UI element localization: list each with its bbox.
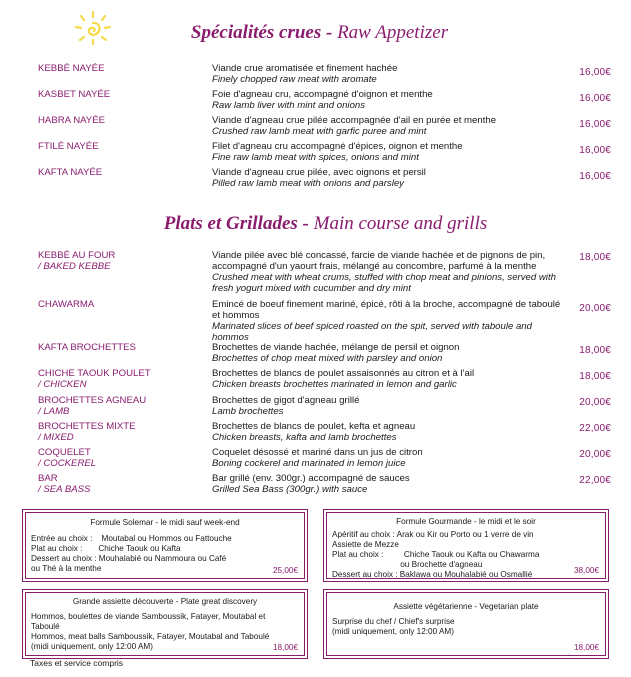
item-price: 16,00€ [579,145,611,156]
item-desc-fr: Viande d'agneau crue pilée accompagnée d'ail en purée et menthe [212,115,497,126]
box-line: Plat au choix : Chiche Taouk ou Kafta [31,544,181,553]
item-description [212,299,567,343]
item-price: 20,00€ [579,449,611,460]
assiette-vegetarienne-box [326,592,606,656]
item-desc-fr: Viande pilée avec blé concassé, farcie de viande hachée et de pignons de pin, accompagné d'un yaourt frais, mélangé au concombre, parfumé à la menthe [212,250,546,272]
taxes-note: Taxes et service compris [30,658,124,668]
item-desc-en: Raw lamb liver with mint and onions [212,100,366,111]
formule-solemar-box [25,512,305,579]
item-description [212,141,567,163]
box-line: ou Brochette d'agneau [332,560,483,569]
box-price: 18,00€ [573,643,599,652]
box-line: Apéritif au choix : Arak ou Kir ou Porto ou 1 verre de vin [332,530,534,539]
item-desc-fr: Filet d'agneau cru accompagné d'épices, oignon et menthe [212,141,463,152]
item-name-en: / LAMB [38,406,70,417]
item-desc-fr: Viande d'agneau crue pilée, avec oignons et persil [212,167,426,178]
item-desc-en: Brochettes of chop meat mixed with parsley and onion [212,353,443,364]
item-description [212,167,567,189]
item-desc-fr: Brochettes de blancs de poulet, kefta et agneau [212,421,416,432]
item-desc-en: Crushed raw lamb meat with garfic puree and mint [212,126,427,137]
box-line: Dessert au choix : Mouhalabié ou Nammoura ou Café [31,554,227,563]
item-desc-en: Lamb brochettes [212,406,284,417]
item-desc-en: Chicken breasts, kafta and lamb brochettes [212,432,397,443]
item-price: 20,00€ [579,397,611,408]
item-name-fr: CHAWARMA [38,299,95,310]
item-description [212,115,567,137]
item-description [212,421,567,443]
box-line: ou Thé à la menthe [31,564,102,573]
box-price: 38,00€ [573,566,599,575]
item-name-fr: CHICHE TAOUK POULET [38,368,151,379]
item-desc-fr: Coquelet désossé et mariné dans un jus de citron [212,447,423,458]
box-line: Plat au choix : Chiche Taouk ou Kafta ou Chawarma [332,550,540,559]
item-description [212,473,567,495]
main-title-sep: - [297,213,314,234]
item-name: HABRA NAYÉE [38,115,106,126]
box-line: Entrée au choix : Moutabal ou Hommos ou Fattouche [31,534,232,543]
item-name-en: / MIXED [38,432,74,443]
item-name [38,368,203,390]
main-section-title [0,213,631,235]
box-title: Assiette végétarienne - Vegetarian plate [393,602,539,611]
item-name: KAFTA NAYÉE [38,167,103,178]
assiette-decouverte-box [25,592,305,656]
item-name [38,447,203,469]
item-desc-fr: Viande crue aromatisée et finement hachée [212,63,398,74]
item-desc-en: Finely chopped raw meat with aromate [212,74,377,85]
item-description [212,368,567,390]
raw-title-en: Raw Appetizer [337,22,449,43]
box-price: 25,00€ [272,566,298,575]
item-name-fr: COQUELET [38,447,91,458]
item-desc-en: Pilled raw lamb meat with onions and parsley [212,178,404,189]
item-name [38,395,203,417]
item-name-en: / SEA BASS [38,484,91,495]
raw-section-title [0,22,631,44]
item-name-fr: BROCHETTES MIXTE [38,421,136,432]
item-description [212,250,567,294]
item-name: KEBBÉ NAYÉE [38,63,105,74]
item-name-en: / CHICKEN [38,379,87,390]
box-line: Assiette de Mezze [332,540,399,549]
item-desc-en: Fine raw lamb meat with spices, onions and mint [212,152,419,163]
box-line: Dessert au choix : Baklawa ou Mouhalabié ou Osmallié [332,570,533,579]
box-title: Formule Solemar - le midi sauf week-end [90,518,240,527]
item-name-fr: KEBBÉ AU FOUR [38,250,116,261]
item-name [38,473,203,495]
item-desc-en: Crushed meat with wheat crums, stuffed with chop meat and pinions, served with fresh yogurt mixed with cucumber and dry mint [212,272,556,294]
item-name-fr: BAR [38,473,58,484]
item-desc-fr: Brochettes de gigot d'agneau grillé [212,395,360,406]
box-line: (midi uniquement, only 12:00 AM) [332,627,454,636]
item-desc-fr: Emincé de boeuf finement mariné, épicé, rôti à la broche, accompagné de taboulé et hommos [212,299,561,321]
item-price: 16,00€ [579,119,611,130]
item-price: 16,00€ [579,93,611,104]
item-price: 18,00€ [579,252,611,263]
item-name-fr: KAFTA BROCHETTES [38,342,136,353]
main-title-fr: Plats et Grillades [163,213,298,234]
item-name: KASBET NAYÉE [38,89,111,100]
item-price: 16,00€ [579,67,611,78]
item-name-fr: BROCHETTES AGNEAU [38,395,147,406]
box-title: Grande assiette découverte - Plate great discovery [72,597,258,606]
item-desc-en: Boning cockerel and marinated in lemon juice [212,458,406,469]
item-name: FTILÉ NAYÉE [38,141,99,152]
box-line: (midi uniquement, only 12:00 AM) [31,642,153,651]
formule-gourmande-box [326,512,606,579]
item-desc-en: Chicken breasts brochettes marinated in lemon and garlic [212,379,457,390]
item-name-en: / COCKEREL [38,458,97,469]
box-line: Hommos, meat balls Samboussik, Fatayer, Moutabal and Taboulé [31,632,270,641]
item-desc-fr: Foie d'agneau cru, accompagné d'oignon et menthe [212,89,433,100]
item-price: 22,00€ [579,423,611,434]
item-name [38,299,203,310]
item-name-en: / BAKED KEBBE [38,261,111,272]
item-price: 20,00€ [579,303,611,314]
item-name [38,421,203,443]
item-name [38,342,203,353]
box-line: Hommos, boulettes de viande Samboussik, Fatayer, Moutabal et [31,612,266,621]
box-price: 18,00€ [272,643,298,652]
item-description [212,342,567,364]
item-name [38,250,203,272]
item-desc-en: Grilled Sea Bass (300gr.) with sauce [212,484,368,495]
item-desc-fr: Brochettes de blancs de poulet assaisonnés au citron et à l'ail [212,368,475,379]
box-line: Taboulé [31,622,60,631]
raw-title-fr: Spécialités crues [190,22,322,43]
item-price: 16,00€ [579,171,611,182]
item-price: 22,00€ [579,475,611,486]
item-desc-fr: Brochettes de viande hachée, mélange de persil et oignon [212,342,460,353]
item-description [212,395,567,417]
box-line: Surprise du chef / Chief's surprise [332,617,455,626]
box-title: Formule Gourmande - le midi et le soir [396,517,536,526]
main-title-en: Main course and grills [313,213,488,234]
item-price: 18,00€ [579,371,611,382]
item-description [212,63,567,85]
raw-title-sep: - [321,22,338,43]
item-description [212,447,567,469]
item-price: 18,00€ [579,345,611,356]
item-desc-en: Marinated slices of beef spiced roasted on the spit, served with taboule and hommos [212,321,532,343]
item-desc-fr: Bar grillé (env. 300gr.) accompagné de sauces [212,473,410,484]
item-description [212,89,567,111]
